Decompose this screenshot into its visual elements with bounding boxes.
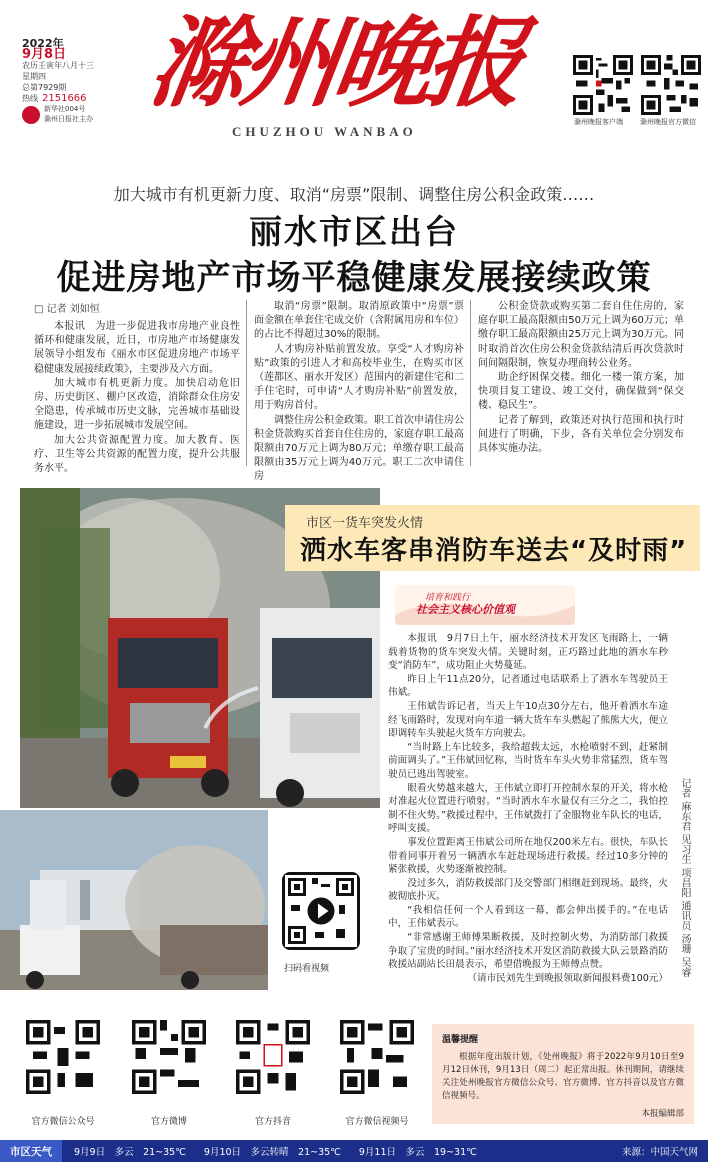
masthead-pinyin: CHUZHOU WANBAO: [232, 124, 417, 139]
article1-headline-line1: 丽水市区出台: [249, 212, 459, 251]
paragraph: 助企纾困保交楼。细化一楼一策方案，加快项目复工建设、竣工交付，确保做到“保交楼、稳民生”。: [478, 372, 684, 412]
official-video-qr-icon[interactable]: [340, 1020, 414, 1094]
masthead: [0, 0, 708, 150]
sponsor: [44, 104, 93, 124]
paragraph: 本报讯 9月7日上午，丽水经济技术开发区飞雨路上，一辆载着货物的货车突发火情。关键时刻，正巧路过此地的洒水车秒变“消防车”，成功阻止火势蔓延。: [388, 633, 668, 672]
paragraph: 眼看火势越来越大，王伟斌立即打开控制水泵的开关，将水枪对准起火位置进行喷射。“当时洒水车水量仅有三分之二，我怕控制不住火势。”救援过程中，王伟斌拨打了金服物业车队长的电话，呼叫支援。: [388, 782, 668, 835]
hotline-number: 2151666: [42, 93, 87, 104]
official-douyin-caption: 官方抖音: [254, 1117, 291, 1127]
article2-headline: 洒水车客串消防车送去“及时雨”: [300, 536, 688, 566]
weather-day: 9月10日 多云转晴 21~35℃: [203, 1147, 341, 1158]
slogan-main: 社会主义核心价值观: [416, 603, 515, 616]
article1-column-1: [34, 320, 240, 476]
paragraph: 事发位置距离王伟斌公司所在地仅200米左右。很快，车队长带着同事开着另一辆洒水车赶赴现场进行救援。经过10多分钟的紧张救援，火势逐渐被控制。: [388, 836, 668, 876]
issue-total: 总第7929期: [22, 83, 67, 92]
column-divider: [246, 300, 247, 466]
official-wechat-qr-icon[interactable]: [26, 1020, 100, 1094]
article2-kicker: 市区一货车突发火情: [306, 516, 424, 531]
paragraph: 调整住房公积金政策。职工首次申请住房公积金贷款购买首套自住住房的，家庭存职工最高限额由70万元上调为80万元；单缴存职工最高限额由35万元上调为40万元。职工二次申请住房: [254, 414, 464, 483]
suspension-notice: [432, 1024, 694, 1124]
notice-body: 根据年度出版计划，《处州晚报》将于2022年9月10日至9月12日休刊，9月13日（周二）起正常出报。休刊期间，请继续关注处州晚报官方微信公众号、官方微博、官方抖音以及官方微信视频号。: [442, 1052, 684, 1101]
official-douyin-qr-icon[interactable]: [236, 1020, 310, 1094]
article1-kicker: 加大城市有机更新力度、取消“房票”限制、调整住房公积金政策……: [113, 185, 595, 204]
paragraph: “当时路上车比较多，我给超载太远，水枪喷射不到，赶紧制前面调头了。”王伟斌回忆称，当时货车车头火势非常猛烈，货车驾驶员已逃出驾驶室。: [388, 741, 668, 780]
weather-title: 市区天气: [0, 1140, 62, 1162]
wechat-qr-caption: 滁州晚报官方微信: [640, 118, 696, 126]
issue-year: 2022年: [22, 37, 64, 50]
article2-body: [388, 632, 668, 985]
issue-date: 9月8日: [22, 47, 67, 62]
paragraph: 昨日上午11点20分，记者通过电话联系上了洒水车驾驶员王伟斌。: [388, 673, 668, 699]
weather-day: 9月11日 多云 19~31℃: [358, 1147, 477, 1158]
paragraph: 本报讯 为进一步促进我市房地产业良性循环和健康发展，近日，市房地产市场健康发展领导小组发布《丽水市区促进房地产市场平稳健康发展接续政策》，主要涉及六方面。: [34, 321, 240, 375]
weekday: 星期四: [22, 72, 46, 81]
official-weibo-qr-icon[interactable]: [132, 1020, 206, 1094]
article1-column-2: [254, 300, 464, 485]
paragraph: 记者了解到，政策还对执行范围和执行时间进行了明确，下步，各有关单位会分别发布具体实施办法。: [478, 414, 684, 455]
sponsor-name: 滁州日报社主办: [44, 115, 93, 123]
lunar-date: 农历壬寅年八月十三: [22, 61, 94, 70]
paragraph: “我相信任何一个人看到这一幕，都会伸出援手的。”在电话中，王伟斌表示。: [388, 904, 668, 930]
hotline: [22, 93, 122, 104]
masthead-title: 滁州晚报: [141, 6, 527, 121]
article2-credit: 记者 麻东君 见习生 项昌阳 通讯员 汤珊 吴睿: [679, 778, 690, 978]
sprinkler-truck-photo: [0, 808, 270, 990]
video-qr-caption: 扫码看视频: [284, 964, 330, 974]
issue-meta: [22, 38, 122, 104]
weather-bar: [0, 1140, 708, 1162]
article1-column-3: [478, 300, 684, 456]
cn-number: 新华社004号: [44, 105, 86, 113]
paragraph: 加大公共资源配置力度。加大教育、医疗、卫生等公共资源的配置力度，提升公共服务水平。: [34, 434, 240, 475]
notice-title: 温馨提醒: [442, 1035, 479, 1045]
wechat-qr-icon[interactable]: [641, 55, 701, 115]
official-video-caption: 官方微信视频号: [345, 1117, 409, 1127]
article1-headline-line2: 促进房地产市场平稳健康发展接续政策: [56, 258, 652, 298]
paragraph: “非常感谢王师傅果断救援，及时控制火势，为消防部门救援争取了宝贵的时间。”丽水经济技术开发区消防救援大队云景路消防救援站副站长田晨表示，希望借晚报为王师傅点赞。: [388, 932, 668, 971]
paragraph: 没过多久，消防救援部门及交警部门相继赶到现场。最终，火被彻底扑灭。: [388, 877, 668, 903]
article1-byline: □ 记者 刘如恒: [34, 304, 100, 315]
hotline-label: 热线: [22, 94, 38, 103]
weather-source: 来源：中国天气网: [621, 1147, 698, 1158]
paragraph: 加大城市有机更新力度。加快启动危旧房、历史街区、棚户区改造，消除群众住房安全隐患，传承城市历史文脉，完善城市基础设施建设，进一步拓展城市发展空间。: [34, 377, 240, 432]
notice-signature: 本报编辑部: [641, 1109, 684, 1119]
paragraph: 王伟斌告诉记者，当天上午10点30分左右，他开着洒水车途经飞雨路时，发现对向车道一辆大货车车头燃起了熊熊大火，便立即调转车头驶起火货车方向驶去。: [388, 700, 668, 740]
slogan-top: 培育和践行: [425, 593, 471, 603]
newspaper-logo-icon: [22, 106, 40, 124]
official-wechat-caption: 官方微信公众号: [31, 1117, 95, 1127]
paragraph: 取消“房票”限制。取消原政策中“房票”票面金额在单套住宅成交价（含附属用房和车位）的占比不得超过30%的限制。: [254, 301, 464, 341]
paragraph: 人才购房补贴前置发放。享受“人才购房补贴”政策的引进人才和高校毕业生，在购买市区（莲都区、丽水开发区）范围内的新建住宅和二手住宅时，可申请“人才购房补贴”前置发放，用于购房首付。: [254, 343, 464, 412]
column-divider: [470, 300, 471, 466]
video-qr-icon[interactable]: [282, 872, 360, 950]
weather-day: 9月9日 多云 21~35℃: [74, 1147, 186, 1158]
client-qr-icon[interactable]: [573, 55, 633, 115]
client-qr-caption: 滁州晚报客户端: [574, 118, 623, 126]
official-weibo-caption: 官方微博: [150, 1117, 187, 1127]
paragraph: 公积金贷款或购买第二套自住住房的，家庭存职工最高限额由50万元上调为60万元；单缴存职工最高限额由25万元上调为30万元。同时取消首次住房公积金贷款结清后再次贷款时间间隔限制，恢复办理商转公业务。: [478, 301, 684, 369]
paragraph: （请市民刘先生到晚报领取新闻报料费100元）: [467, 972, 668, 984]
